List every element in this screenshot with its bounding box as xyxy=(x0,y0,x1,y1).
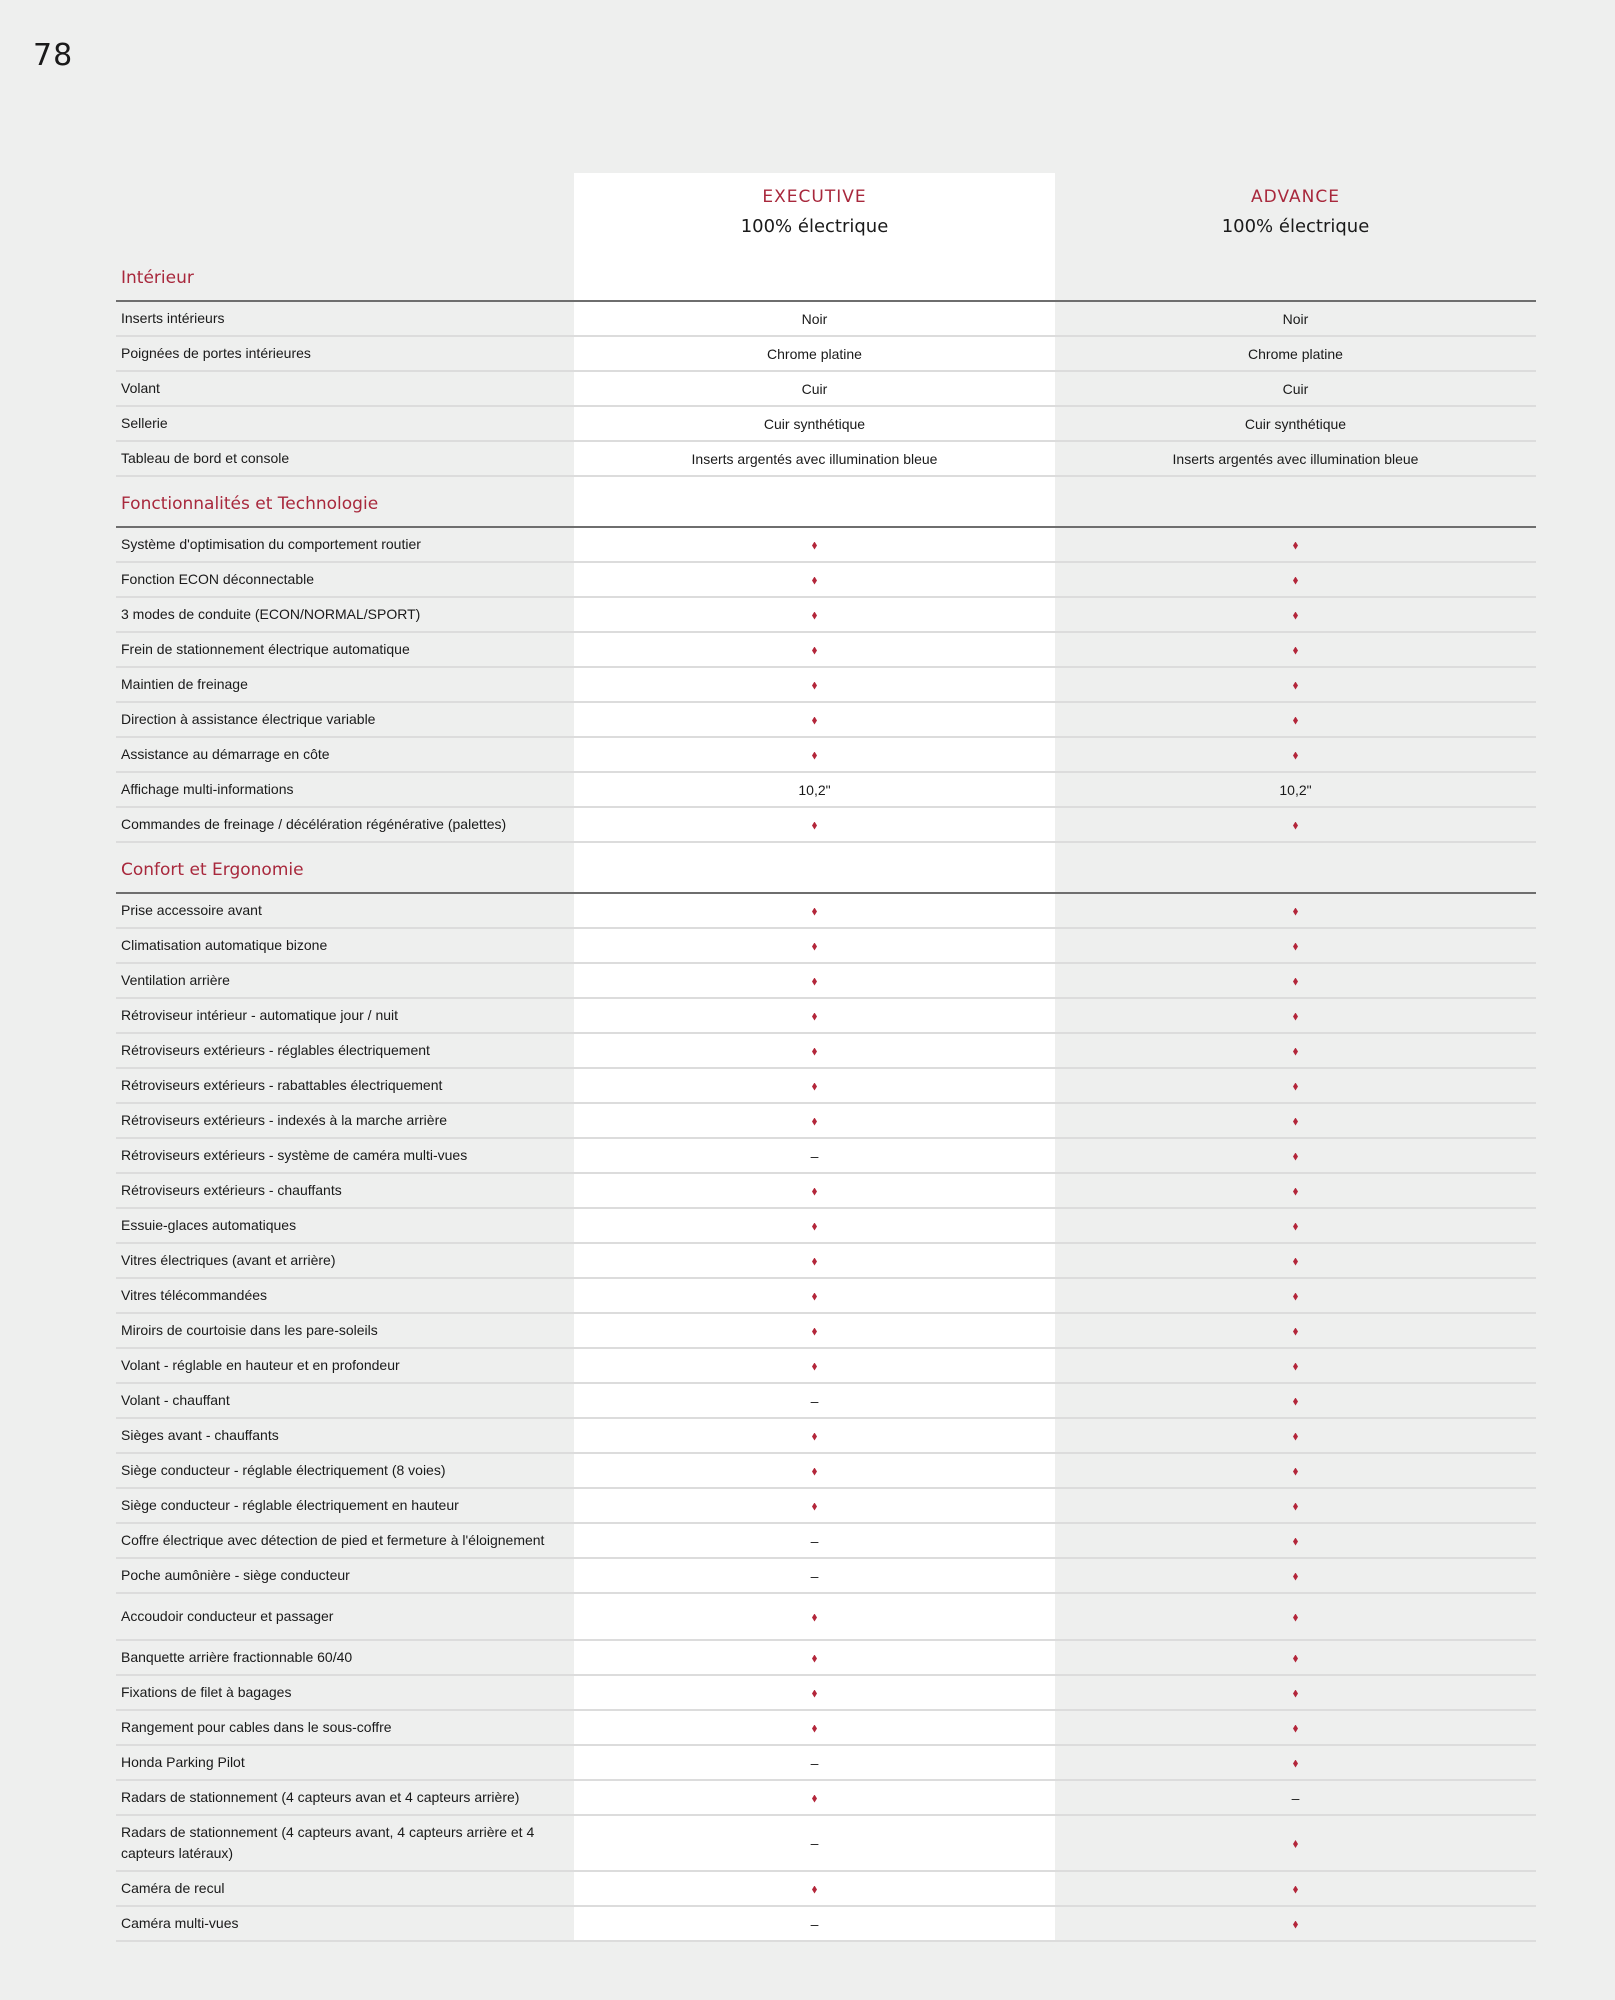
advance-value xyxy=(1055,1253,1536,1269)
executive-value xyxy=(574,1609,1055,1625)
diamond-icon xyxy=(1293,1153,1298,1161)
diamond-icon xyxy=(812,1328,817,1336)
advance-value xyxy=(1055,1393,1536,1409)
diamond-icon xyxy=(1293,1433,1298,1441)
diamond-icon xyxy=(812,612,817,620)
diamond-icon xyxy=(812,1118,817,1126)
advance-value xyxy=(1055,1533,1536,1549)
executive-value: – xyxy=(810,1754,819,1771)
executive-value xyxy=(574,1790,1055,1806)
diamond-icon xyxy=(1293,1468,1298,1476)
feature-label: Caméra multi-vues xyxy=(121,1915,239,1931)
diamond-icon xyxy=(812,1468,817,1476)
diamond-icon xyxy=(1293,1840,1298,1848)
diamond-icon xyxy=(1293,1655,1298,1663)
diamond-icon xyxy=(812,908,817,916)
advance-value xyxy=(1055,903,1536,919)
executive-value: – xyxy=(810,1532,819,1549)
table-row xyxy=(116,1641,1536,1676)
feature-label: Siège conducteur - réglable électriquement (8 voies) xyxy=(121,1462,446,1478)
executive-value xyxy=(574,903,1055,919)
advance-value: – xyxy=(1291,1789,1300,1806)
executive-value xyxy=(574,1650,1055,1666)
feature-label: Rétroviseurs extérieurs - système de caméra multi-vues xyxy=(121,1147,468,1163)
table-row xyxy=(116,598,1536,633)
table-row xyxy=(116,1746,1536,1781)
advance-value xyxy=(1055,1916,1536,1932)
diamond-icon xyxy=(1293,1538,1298,1546)
feature-label: Radars de stationnement (4 capteurs avan et 4 capteurs arrière) xyxy=(121,1789,520,1805)
executive-value xyxy=(574,1720,1055,1736)
table-row xyxy=(116,528,1536,563)
diamond-icon xyxy=(812,542,817,550)
advance-value: 10,2" xyxy=(1279,781,1312,798)
feature-label: Poche aumônière - siège conducteur xyxy=(121,1567,350,1583)
table-row xyxy=(116,1524,1536,1559)
diamond-icon xyxy=(812,1614,817,1622)
advance-value xyxy=(1055,1078,1536,1094)
diamond-icon xyxy=(812,1293,817,1301)
table-row xyxy=(116,633,1536,668)
diamond-icon xyxy=(812,1013,817,1021)
diamond-icon xyxy=(1293,1760,1298,1768)
table-row xyxy=(116,1454,1536,1489)
advance-value xyxy=(1055,607,1536,623)
table-row xyxy=(116,1907,1536,1942)
section xyxy=(116,843,1536,1942)
diamond-icon xyxy=(1293,647,1298,655)
executive-value xyxy=(574,712,1055,728)
diamond-icon xyxy=(1293,1013,1298,1021)
advance-value xyxy=(1055,938,1536,954)
diamond-icon xyxy=(812,1258,817,1266)
diamond-icon xyxy=(812,1223,817,1231)
advance-value: Cuir xyxy=(1282,380,1309,397)
table-row xyxy=(116,1781,1536,1816)
feature-label: Sellerie xyxy=(121,415,168,431)
advance-value xyxy=(1055,1498,1536,1514)
advance-value xyxy=(1055,1148,1536,1164)
table-row xyxy=(116,1419,1536,1454)
advance-value xyxy=(1055,1218,1536,1234)
feature-label: Rétroviseur intérieur - automatique jour / nuit xyxy=(121,1007,399,1023)
advance-value xyxy=(1055,1609,1536,1625)
diamond-icon xyxy=(812,1188,817,1196)
advance-value xyxy=(1055,1685,1536,1701)
feature-label: Ventilation arrière xyxy=(121,972,230,988)
diamond-icon xyxy=(812,1690,817,1698)
diamond-icon xyxy=(1293,1083,1298,1091)
diamond-icon xyxy=(1293,1293,1298,1301)
feature-label: Rangement pour cables dans le sous-coffre xyxy=(121,1719,392,1735)
trim-name: ADVANCE xyxy=(1251,187,1340,207)
table-row xyxy=(116,1559,1536,1594)
diamond-icon xyxy=(812,1795,817,1803)
table-row xyxy=(116,999,1536,1034)
executive-value xyxy=(574,1113,1055,1129)
advance-value xyxy=(1055,1835,1536,1851)
executive-value xyxy=(574,1218,1055,1234)
feature-label: Banquette arrière fractionnable 60/40 xyxy=(121,1649,353,1665)
diamond-icon xyxy=(812,1886,817,1894)
advance-value xyxy=(1055,1323,1536,1339)
advance-value: Cuir synthétique xyxy=(1244,415,1347,432)
advance-value xyxy=(1055,572,1536,588)
table-row xyxy=(116,1034,1536,1069)
executive-value: – xyxy=(810,1915,819,1932)
executive-value: Chrome platine xyxy=(767,345,862,362)
executive-value xyxy=(574,642,1055,658)
diamond-icon xyxy=(1293,612,1298,620)
table-row xyxy=(116,1594,1536,1641)
feature-label: Inserts intérieurs xyxy=(121,310,225,326)
executive-value: Cuir synthétique xyxy=(763,415,866,432)
section-title: Confort et Ergonomie xyxy=(121,860,304,880)
table-row xyxy=(116,302,1536,337)
executive-value xyxy=(574,572,1055,588)
feature-label: Commandes de freinage / décélération régénérative (palettes) xyxy=(121,816,507,832)
executive-value xyxy=(574,1428,1055,1444)
sections xyxy=(116,268,1536,1942)
diamond-icon xyxy=(1293,1725,1298,1733)
feature-label: Essuie-glaces automatiques xyxy=(121,1217,297,1233)
table-row xyxy=(116,372,1536,407)
feature-label: Direction à assistance électrique variable xyxy=(121,711,376,727)
section-header xyxy=(116,843,1536,894)
executive-value: – xyxy=(810,1392,819,1409)
diamond-icon xyxy=(1293,752,1298,760)
feature-label: Affichage multi-informations xyxy=(121,781,294,797)
feature-label: Système d'optimisation du comportement routier xyxy=(121,536,421,552)
feature-label: Fonction ECON déconnectable xyxy=(121,571,314,587)
executive-value xyxy=(574,747,1055,763)
feature-label: Caméra de recul xyxy=(121,1880,225,1896)
executive-value xyxy=(574,1323,1055,1339)
executive-value: – xyxy=(810,1835,819,1851)
diamond-icon xyxy=(1293,1258,1298,1266)
executive-value xyxy=(574,1183,1055,1199)
advance-value xyxy=(1055,1463,1536,1479)
section-title: Intérieur xyxy=(121,268,194,288)
section xyxy=(116,477,1536,843)
diamond-icon xyxy=(812,943,817,951)
table-row xyxy=(116,929,1536,964)
diamond-icon xyxy=(812,647,817,655)
page-number: 78 xyxy=(33,38,74,73)
feature-label: Poignées de portes intérieures xyxy=(121,345,311,361)
table-row xyxy=(116,1314,1536,1349)
advance-value: Chrome platine xyxy=(1248,345,1343,362)
section-header xyxy=(116,477,1536,528)
table-row xyxy=(116,1174,1536,1209)
executive-value xyxy=(574,607,1055,623)
feature-label: Honda Parking Pilot xyxy=(121,1754,245,1770)
table-row xyxy=(116,337,1536,372)
table-row xyxy=(116,1209,1536,1244)
executive-value xyxy=(574,1288,1055,1304)
executive-value xyxy=(574,938,1055,954)
advance-value xyxy=(1055,1008,1536,1024)
diamond-icon xyxy=(1293,1573,1298,1581)
table-row xyxy=(116,808,1536,843)
diamond-icon xyxy=(1293,717,1298,725)
advance-value xyxy=(1055,642,1536,658)
advance-value xyxy=(1055,1358,1536,1374)
advance-value xyxy=(1055,712,1536,728)
executive-value xyxy=(574,1043,1055,1059)
feature-label: Tableau de bord et console xyxy=(121,450,290,466)
advance-value xyxy=(1055,677,1536,693)
trim-powertrain: 100% électrique xyxy=(1221,216,1370,237)
diamond-icon xyxy=(1293,542,1298,550)
feature-label: Volant - chauffant xyxy=(121,1392,230,1408)
table-row xyxy=(116,894,1536,929)
executive-value: Cuir xyxy=(801,380,828,397)
feature-label: Miroirs de courtoisie dans les pare-soleils xyxy=(121,1322,378,1338)
executive-value xyxy=(574,973,1055,989)
table-row xyxy=(116,442,1536,477)
feature-label: Rétroviseurs extérieurs - indexés à la marche arrière xyxy=(121,1112,448,1128)
table-row xyxy=(116,1384,1536,1419)
feature-label: Fixations de filet à bagages xyxy=(121,1684,292,1700)
feature-label: Assistance au démarrage en côte xyxy=(121,746,330,762)
feature-label: Rétroviseurs extérieurs - réglables électriquement xyxy=(121,1042,430,1058)
table-row xyxy=(116,1676,1536,1711)
feature-label: Climatisation automatique bizone xyxy=(121,937,328,953)
diamond-icon xyxy=(1293,1886,1298,1894)
diamond-icon xyxy=(812,577,817,585)
feature-label: Prise accessoire avant xyxy=(121,902,262,918)
advance-value xyxy=(1055,1755,1536,1771)
advance-value: Inserts argentés avec illumination bleue xyxy=(1172,450,1419,467)
diamond-icon xyxy=(1293,978,1298,986)
table-row xyxy=(116,703,1536,738)
executive-value xyxy=(574,1498,1055,1514)
feature-label: Vitres électriques (avant et arrière) xyxy=(121,1252,336,1268)
table-row xyxy=(116,1872,1536,1907)
table-row xyxy=(116,668,1536,703)
advance-value xyxy=(1055,1043,1536,1059)
diamond-icon xyxy=(812,1433,817,1441)
spec-comparison-table xyxy=(116,173,1536,1942)
diamond-icon xyxy=(1293,822,1298,830)
executive-value xyxy=(574,1881,1055,1897)
executive-value: Inserts argentés avec illumination bleue xyxy=(691,450,938,467)
executive-value: 10,2" xyxy=(798,781,831,798)
table-row xyxy=(116,563,1536,598)
executive-value: – xyxy=(810,1147,819,1164)
table-row xyxy=(116,1349,1536,1384)
diamond-icon xyxy=(1293,1503,1298,1511)
section xyxy=(116,268,1536,477)
advance-value: Noir xyxy=(1282,310,1309,327)
advance-value xyxy=(1055,1650,1536,1666)
diamond-icon xyxy=(1293,1614,1298,1622)
feature-label: Vitres télécommandées xyxy=(121,1287,268,1303)
diamond-icon xyxy=(1293,1223,1298,1231)
table-row xyxy=(116,1069,1536,1104)
executive-value: – xyxy=(810,1567,819,1584)
table-row xyxy=(116,407,1536,442)
diamond-icon xyxy=(1293,1328,1298,1336)
diamond-icon xyxy=(1293,1921,1298,1929)
diamond-icon xyxy=(812,1363,817,1371)
diamond-icon xyxy=(812,1503,817,1511)
diamond-icon xyxy=(1293,1118,1298,1126)
executive-value xyxy=(574,1463,1055,1479)
executive-value xyxy=(574,677,1055,693)
feature-label: Rétroviseurs extérieurs - chauffants xyxy=(121,1182,342,1198)
feature-label: Accoudoir conducteur et passager xyxy=(121,1608,334,1624)
advance-value xyxy=(1055,1288,1536,1304)
table-row xyxy=(116,738,1536,773)
diamond-icon xyxy=(1293,577,1298,585)
diamond-icon xyxy=(1293,943,1298,951)
diamond-icon xyxy=(1293,1363,1298,1371)
trim-powertrain: 100% électrique xyxy=(740,216,889,237)
diamond-icon xyxy=(1293,1690,1298,1698)
feature-label: Maintien de freinage xyxy=(121,676,248,692)
diamond-icon xyxy=(1293,1398,1298,1406)
feature-label: Radars de stationnement (4 capteurs avant, 4 capteurs arrière et 4 capteurs latéraux) xyxy=(121,1824,535,1861)
advance-value xyxy=(1055,1881,1536,1897)
advance-value xyxy=(1055,1720,1536,1736)
diamond-icon xyxy=(812,822,817,830)
feature-label: Sièges avant - chauffants xyxy=(121,1427,279,1443)
advance-value xyxy=(1055,747,1536,763)
diamond-icon xyxy=(812,1083,817,1091)
table-row xyxy=(116,1816,1536,1872)
executive-value xyxy=(574,1008,1055,1024)
advance-value xyxy=(1055,1568,1536,1584)
advance-value xyxy=(1055,1428,1536,1444)
table-row xyxy=(116,773,1536,808)
diamond-icon xyxy=(812,717,817,725)
advance-value xyxy=(1055,1183,1536,1199)
table-row xyxy=(116,1279,1536,1314)
feature-label: Frein de stationnement électrique automatique xyxy=(121,641,410,657)
table-row xyxy=(116,964,1536,999)
executive-value xyxy=(574,1358,1055,1374)
executive-value xyxy=(574,1685,1055,1701)
diamond-icon xyxy=(1293,1048,1298,1056)
table-header xyxy=(116,173,1536,300)
diamond-icon xyxy=(812,978,817,986)
feature-label: Volant xyxy=(121,380,160,396)
diamond-icon xyxy=(812,1725,817,1733)
feature-label: Volant - réglable en hauteur et en profondeur xyxy=(121,1357,400,1373)
diamond-icon xyxy=(812,1655,817,1663)
feature-label: Siège conducteur - réglable électriquement en hauteur xyxy=(121,1497,459,1513)
executive-value xyxy=(574,817,1055,833)
table-row xyxy=(116,1711,1536,1746)
advance-value xyxy=(1055,973,1536,989)
advance-value xyxy=(1055,537,1536,553)
diamond-icon xyxy=(1293,682,1298,690)
diamond-icon xyxy=(812,682,817,690)
table-row xyxy=(116,1244,1536,1279)
table-row xyxy=(116,1139,1536,1174)
section-title: Fonctionnalités et Technologie xyxy=(121,494,379,514)
executive-value xyxy=(574,537,1055,553)
diamond-icon xyxy=(812,752,817,760)
feature-label: Rétroviseurs extérieurs - rabattables électriquement xyxy=(121,1077,443,1093)
diamond-icon xyxy=(1293,908,1298,916)
executive-value xyxy=(574,1253,1055,1269)
advance-value xyxy=(1055,817,1536,833)
trim-name: EXECUTIVE xyxy=(762,187,867,207)
diamond-icon xyxy=(1293,1188,1298,1196)
table-row xyxy=(116,1104,1536,1139)
advance-value xyxy=(1055,1113,1536,1129)
feature-label: Coffre électrique avec détection de pied et fermeture à l'éloignement xyxy=(121,1532,545,1548)
feature-label: 3 modes de conduite (ECON/NORMAL/SPORT) xyxy=(121,606,421,622)
executive-value: Noir xyxy=(801,310,828,327)
table-row xyxy=(116,1489,1536,1524)
diamond-icon xyxy=(812,1048,817,1056)
executive-value xyxy=(574,1078,1055,1094)
